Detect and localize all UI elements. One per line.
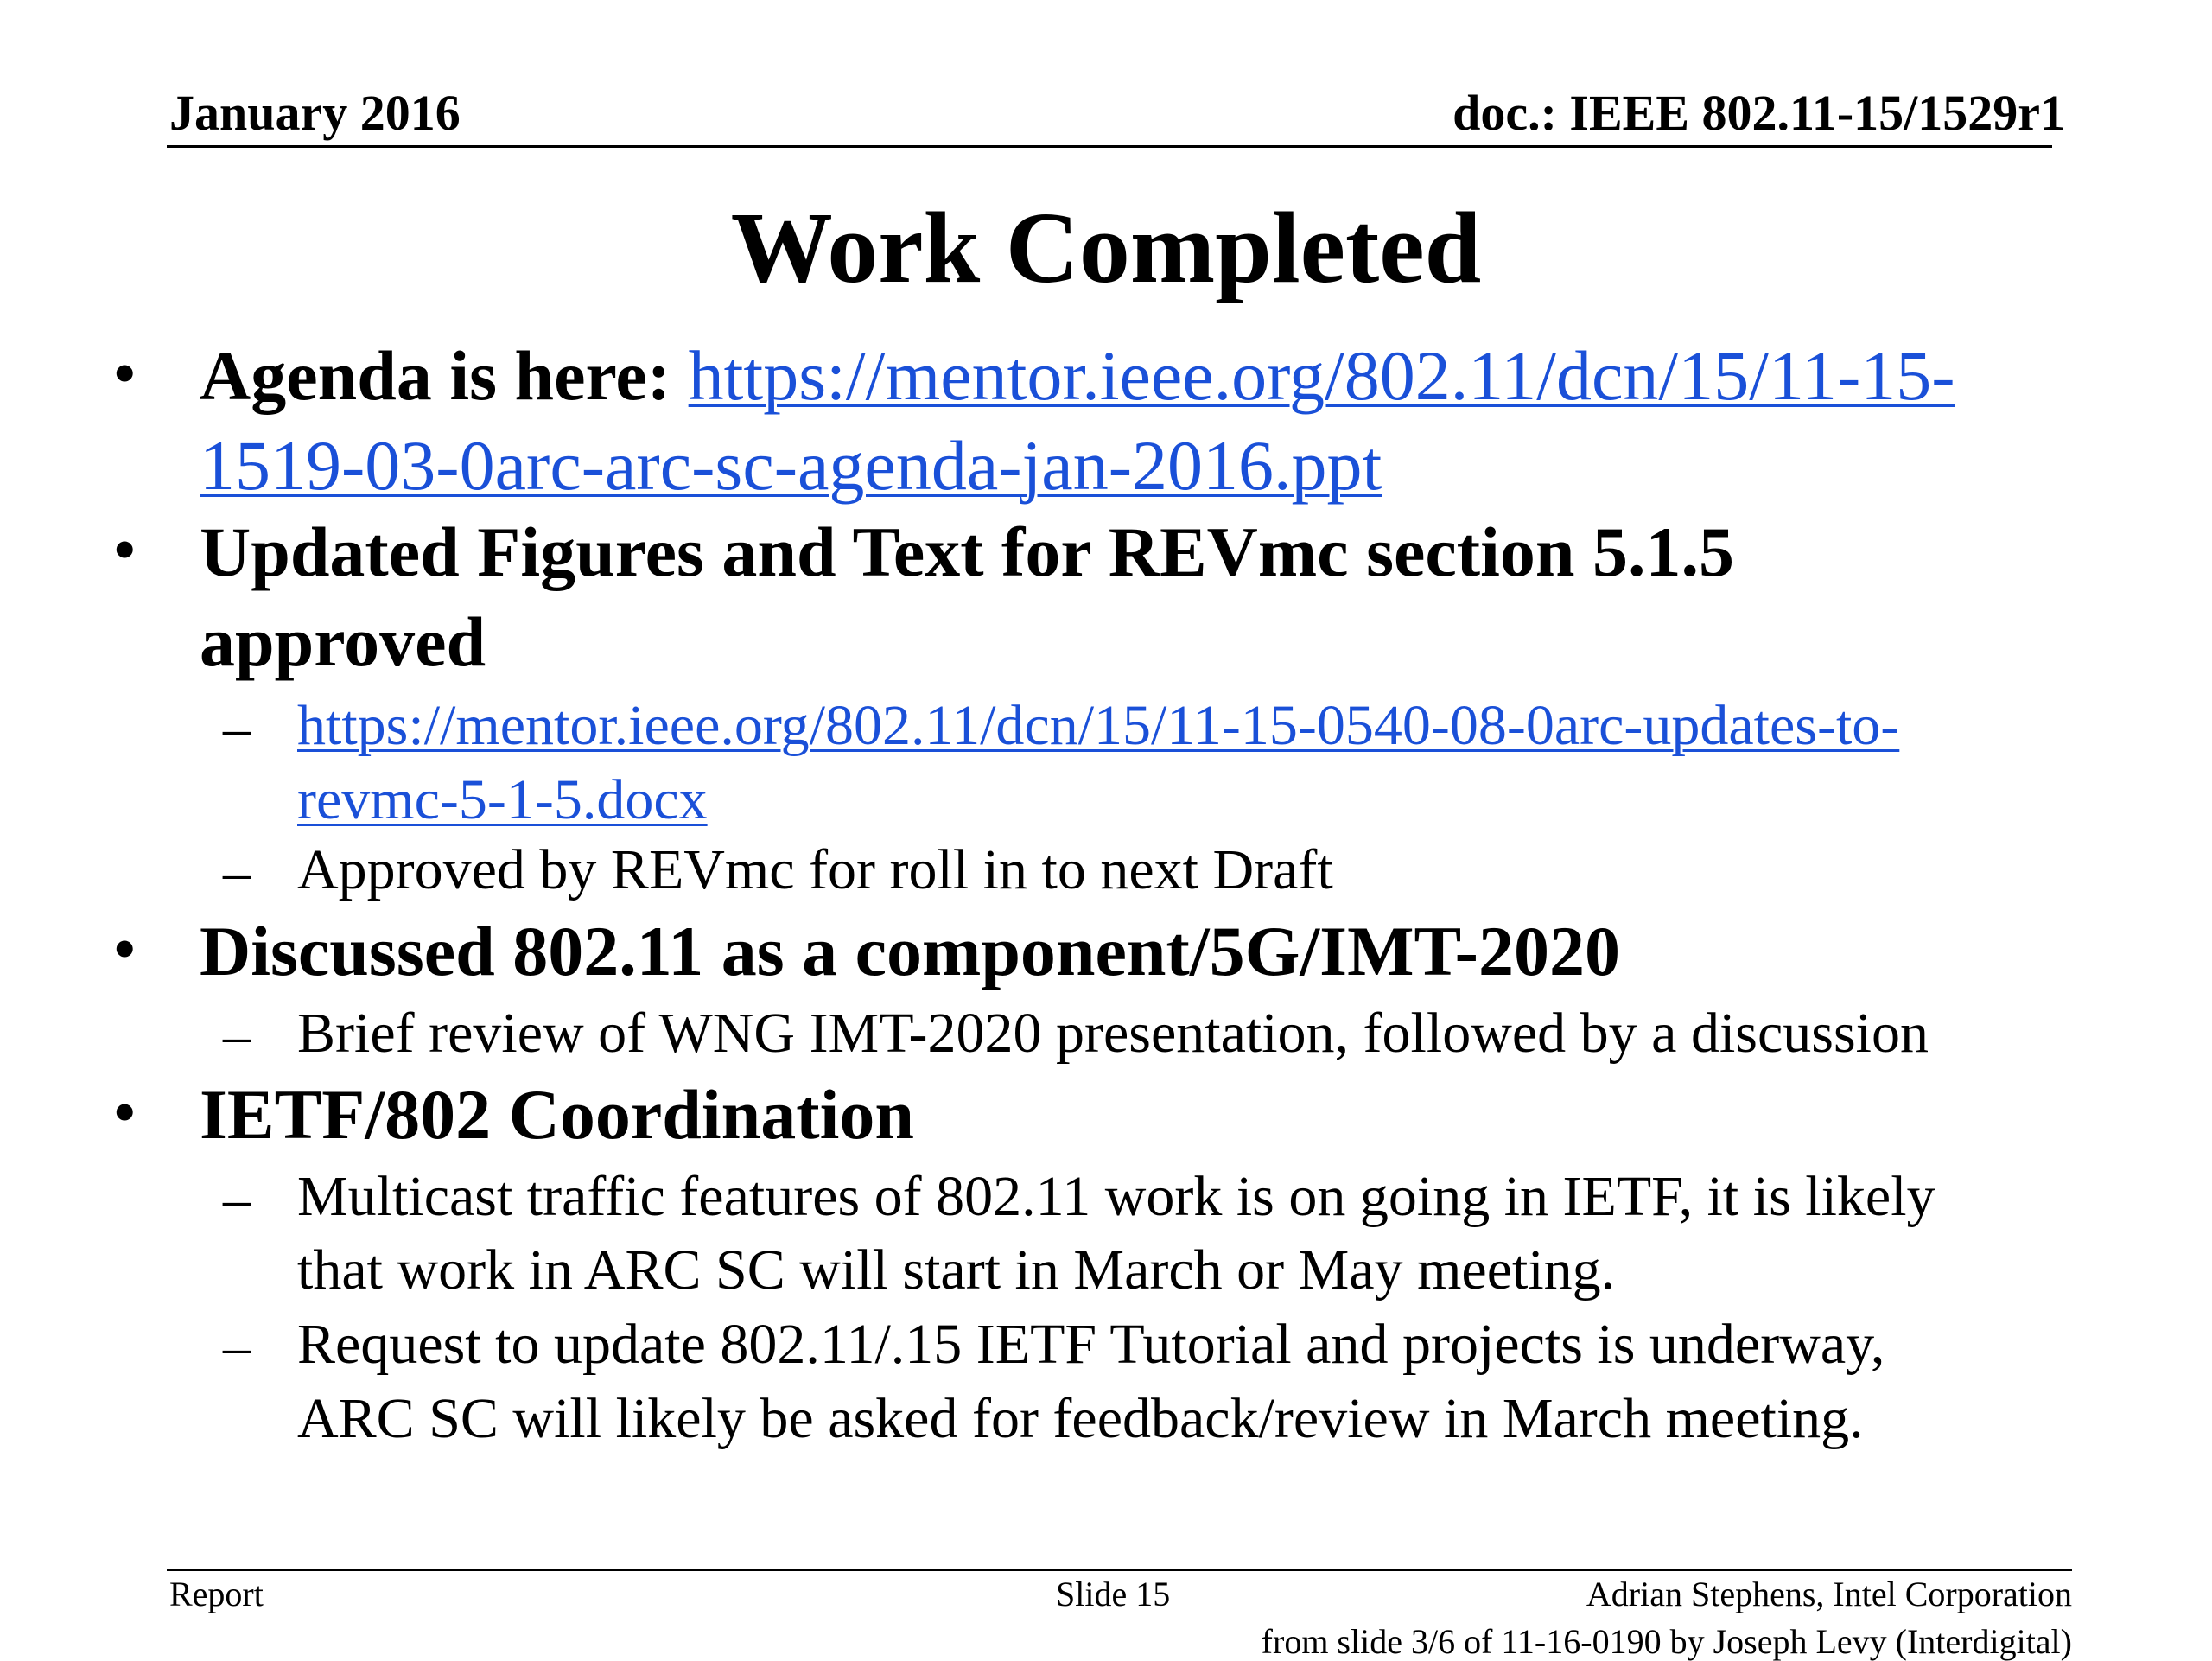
bullet-revmc: Updated Figures and Text for REVmc section 5.1.5 xyxy=(200,512,1734,591)
sub-bullet-approved: Approved by REVmc for roll in to next Draft xyxy=(297,838,1333,901)
bullet-marker: • xyxy=(114,340,136,407)
bullet-agenda-label: Agenda is here: xyxy=(200,336,671,415)
bullet-marker: • xyxy=(114,916,136,983)
sub-bullet-marker: – xyxy=(223,1315,251,1377)
header-divider xyxy=(167,145,2052,148)
footer-divider xyxy=(167,1569,2072,1571)
revmc-doc-link-cont[interactable]: revmc-5-1-5.docx xyxy=(297,768,708,831)
footer-slide-number: Slide 15 xyxy=(1056,1575,1171,1613)
sub-bullet-wng-review: Brief review of WNG IMT-2020 presentation, followed by a discussion xyxy=(297,1002,1929,1065)
sub-bullet-revmc-link-cont xyxy=(297,768,708,831)
bullet-agenda xyxy=(200,336,1955,415)
header-date: January 2016 xyxy=(169,85,461,141)
bullet-imt2020: Discussed 802.11 as a component/5G/IMT-2020 xyxy=(200,912,1620,990)
footer-author: Adrian Stephens, Intel Corporation xyxy=(1586,1575,2072,1613)
sub-bullet-revmc-link xyxy=(297,694,1900,757)
footer-source: from slide 3/6 of 11-16-0190 by Joseph Levy (Interdigital) xyxy=(1261,1622,2072,1661)
sub-bullet-marker: – xyxy=(223,841,251,902)
agenda-link[interactable]: https://mentor.ieee.org/802.11/dcn/15/11-15- xyxy=(688,336,1955,415)
bullet-revmc-cont: approved xyxy=(200,602,486,681)
bullet-marker: • xyxy=(114,1079,136,1146)
revmc-doc-link[interactable]: https://mentor.ieee.org/802.11/dcn/15/11-15-0540-08-0arc-updates-to- xyxy=(297,694,1900,757)
sub-bullet-multicast-cont: that work in ARC SC will start in March or May meeting. xyxy=(297,1238,1616,1301)
sub-bullet-tutorial-cont: ARC SC will likely be asked for feedback/review in March meeting. xyxy=(297,1387,1864,1450)
footer-report: Report xyxy=(169,1575,264,1613)
agenda-link-cont[interactable]: 1519-03-0arc-arc-sc-agenda-jan-2016.ppt xyxy=(200,426,1382,505)
slide-title: Work Completed xyxy=(730,191,1482,304)
sub-bullet-multicast: Multicast traffic features of 802.11 work is on going in IETF, it is likely xyxy=(297,1165,1936,1228)
header-doc-id: doc.: IEEE 802.11-15/1529r1 xyxy=(1452,85,2065,141)
bullet-ietf: IETF/802 Coordination xyxy=(200,1075,914,1154)
sub-bullet-tutorial: Request to update 802.11/.15 IETF Tutorial and projects is underway, xyxy=(297,1313,1885,1376)
bullet-agenda-cont xyxy=(200,426,1382,505)
sub-bullet-marker: – xyxy=(223,697,251,758)
sub-bullet-marker: – xyxy=(223,1004,251,1066)
sub-bullet-marker: – xyxy=(223,1168,251,1229)
bullet-marker: • xyxy=(114,517,136,583)
